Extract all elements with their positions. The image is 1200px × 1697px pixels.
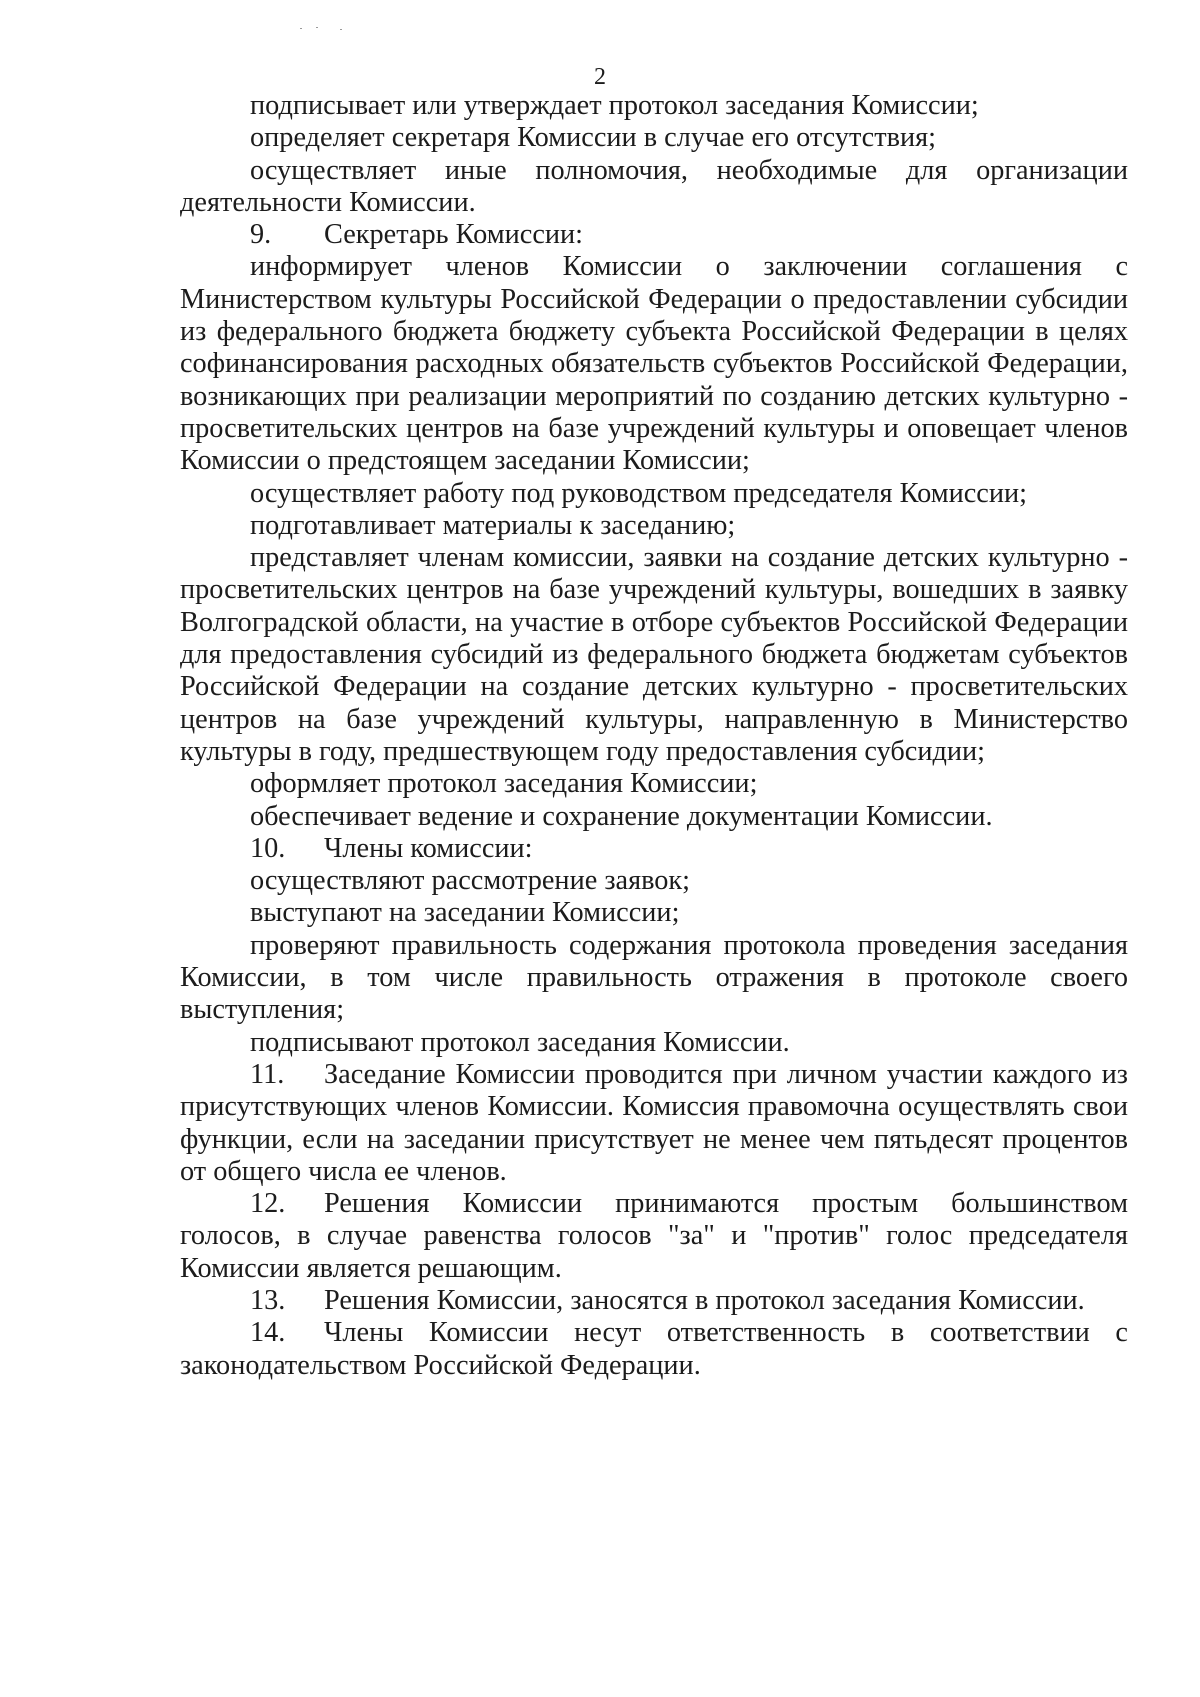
paragraph-number: 10.: [250, 832, 286, 864]
paragraph: представляет членам комиссии, заявки на создание детских культурно - просветительских центров на базе учреждений культуры, вошедших в заявку Волгоградской области, на участие в отборе субъектов Российской Федерации для предоставления субсидий из федерального бюджета бюджетам субъектов Российской Федерации на создание детских культурно - просветительских центров на базе учреждений культуры, направленную в Министерство культуры в году, предшествующем году предоставления субсидии;: [180, 542, 1128, 767]
paragraph: информирует членов Комиссии о заключении соглашения с Министерством культуры Российской Федерации о предоставлении субсидии из федерального бюджета бюджету субъекта Российской Федерации в целях софинансирования расходных обязательств субъектов Российской Федерации, возникающих при реализации мероприятий по созданию детских культурно - просветительских центров на базе учреждений культуры и оповещает членов Комиссии о предстоящем заседании Комиссии;: [180, 251, 1128, 477]
numbered-paragraph: [180, 833, 1128, 865]
paragraph: оформляет протокол заседания Комиссии;: [250, 768, 758, 800]
paragraph: осуществляет работу под руководством председателя Комиссии;: [250, 477, 1028, 509]
paragraph: определяет секретаря Комиссии в случае его отсутствия;: [250, 122, 936, 154]
paragraph-text: Члены Комиссии несут ответственность в соответствии с законодательством Российской Федерации.: [180, 1317, 1128, 1381]
paragraph-number: 9.: [250, 219, 272, 251]
paragraph-text: Секретарь Комиссии:: [324, 219, 584, 251]
scan-specks: [300, 25, 360, 35]
page-number: 2: [594, 64, 606, 90]
paragraph: осуществляет иные полномочия, необходимые для организации деятельности Комиссии.: [180, 154, 1128, 218]
paragraph-text: Решения Комиссии принимаются простым большинством голосов, в случае равенства голосов "за" и "против" голос председателя Комиссии является решающим.: [180, 1188, 1128, 1284]
paragraph-number: 12.: [250, 1188, 286, 1220]
paragraph: подготавливает материалы к заседанию;: [250, 509, 736, 541]
numbered-paragraph: [180, 1317, 1128, 1382]
paragraph-number: 13.: [250, 1284, 286, 1316]
paragraph-text: Члены комиссии:: [324, 832, 533, 864]
paragraph-text: Решения Комиссии, заносятся в протокол заседания Комиссии.: [324, 1284, 1085, 1316]
paragraph: осуществляют рассмотрение заявок;: [250, 865, 691, 897]
numbered-paragraph: [180, 219, 1128, 251]
paragraph: обеспечивает ведение и сохранение документации Комиссии.: [250, 800, 993, 832]
numbered-paragraph: [180, 1188, 1128, 1285]
paragraph-number: 14.: [250, 1317, 286, 1349]
numbered-paragraph: [180, 1285, 1128, 1317]
paragraph: проверяют правильность содержания протокола проведения заседания Комиссии, в том числе правильность отражения в протоколе своего выступления;: [180, 929, 1128, 1026]
document-body: [180, 90, 1128, 1382]
paragraph-number: 11.: [250, 1058, 285, 1090]
paragraph-text: Заседание Комиссии проводится при личном участии каждого из присутствующих членов Комиссии. Комиссия правомочна осуществлять свои функции, если на заседании присутствует не менее чем пятьдесят процентов от общего числа ее членов.: [180, 1058, 1128, 1187]
numbered-paragraph: [180, 1059, 1128, 1188]
paragraph: подписывают протокол заседания Комиссии.: [250, 1026, 790, 1058]
paragraph: выступают на заседании Комиссии;: [250, 897, 680, 929]
paragraph: подписывает или утверждает протокол заседания Комиссии;: [250, 90, 979, 121]
